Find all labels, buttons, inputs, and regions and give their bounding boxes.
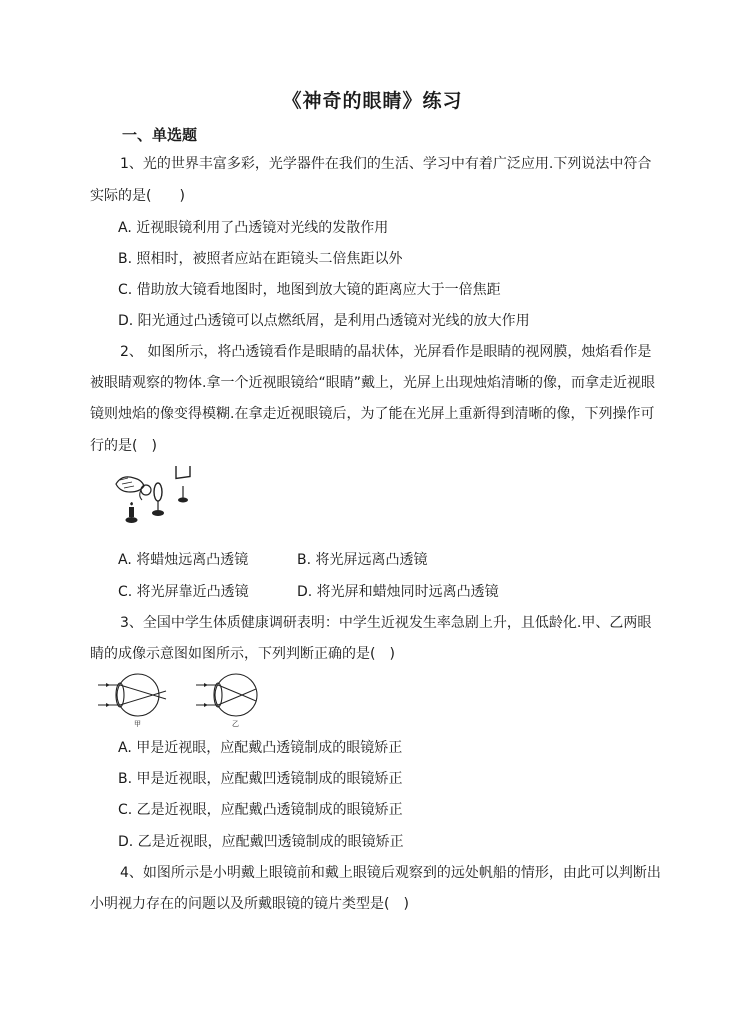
- q2-stem-line-4: 行的是( ): [90, 438, 157, 454]
- q1-stem-line-1: 1、光的世界丰富多彩，光学器件在我们的生活、学习中有着广泛应用.下列说法中符合: [120, 156, 652, 172]
- q3-stem-line-2: 睛的成像示意图如图所示，下列判断正确的是( ): [90, 646, 395, 662]
- q2-stem-line-2: 被眼睛观察的物体.拿一个近视眼镜给“眼睛”戴上，光屏上出现烛焰清晰的像，而拿走近视眼: [90, 375, 655, 391]
- q2-option-d: D. 将光屏和蜡烛同时远离凸透镜: [297, 584, 499, 600]
- q2-figure-lens-setup: [108, 466, 204, 530]
- q2-option-b: B. 将光屏远离凸透镜: [297, 552, 428, 568]
- q1-option-d: D. 阳光通过凸透镜可以点燃纸屑，是利用凸透镜对光线的放大作用: [118, 313, 530, 329]
- q1-option-c: C. 借助放大镜看地图时，地图到放大镜的距离应大于一倍焦距: [118, 282, 501, 298]
- q3-option-a: A. 甲是近视眼，应配戴凸透镜制成的眼镜矫正: [118, 740, 403, 756]
- q2-stem-line-3: 镜则烛焰的像变得模糊.在拿走近视眼镜后，为了能在光屏上重新得到清晰的像，下列操作可: [90, 406, 655, 422]
- eye-label-yi: 乙: [232, 720, 239, 728]
- eye-diagram-yi: [196, 674, 257, 716]
- q3-figure-eye-diagrams: [96, 670, 276, 730]
- page-title: 《神奇的眼睛》练习: [282, 90, 463, 112]
- q1-option-b: B. 照相时，被照者应站在距镜头二倍焦距以外: [118, 251, 403, 267]
- section-heading: 一、单选题: [122, 126, 198, 144]
- q2-option-c: C. 将光屏靠近凸透镜: [118, 584, 249, 600]
- q4-stem-line-1: 4、如图所示是小明戴上眼镜前和戴上眼镜后观察到的远处帆船的情形，由此可以判断出: [120, 865, 661, 881]
- q2-stem-line-1: 2、 如图所示，将凸透镜看作是眼睛的晶状体，光屏看作是眼睛的视网膜，烛焰看作是: [120, 344, 652, 360]
- q3-option-d: D. 乙是近视眼，应配戴凹透镜制成的眼镜矫正: [118, 834, 404, 850]
- q1-stem-line-2: 实际的是( ): [90, 188, 185, 204]
- q4-stem-line-2: 小明视力存在的问题以及所戴眼镜的镜片类型是( ): [90, 896, 409, 912]
- eye-label-jia: 甲: [134, 720, 141, 728]
- q3-option-c: C. 乙是近视眼，应配戴凸透镜制成的眼镜矫正: [118, 802, 403, 818]
- eye-diagram-jia: [98, 674, 166, 716]
- q3-stem-line-1: 3、全国中学生体质健康调研表明：中学生近视发生率急剧上升，且低龄化.甲、乙两眼: [120, 615, 652, 631]
- q3-option-b: B. 甲是近视眼，应配戴凹透镜制成的眼镜矫正: [118, 771, 403, 787]
- q2-option-a: A. 将蜡烛远离凸透镜: [118, 552, 249, 568]
- q1-option-a: A. 近视眼镜利用了凸透镜对光线的发散作用: [118, 220, 389, 236]
